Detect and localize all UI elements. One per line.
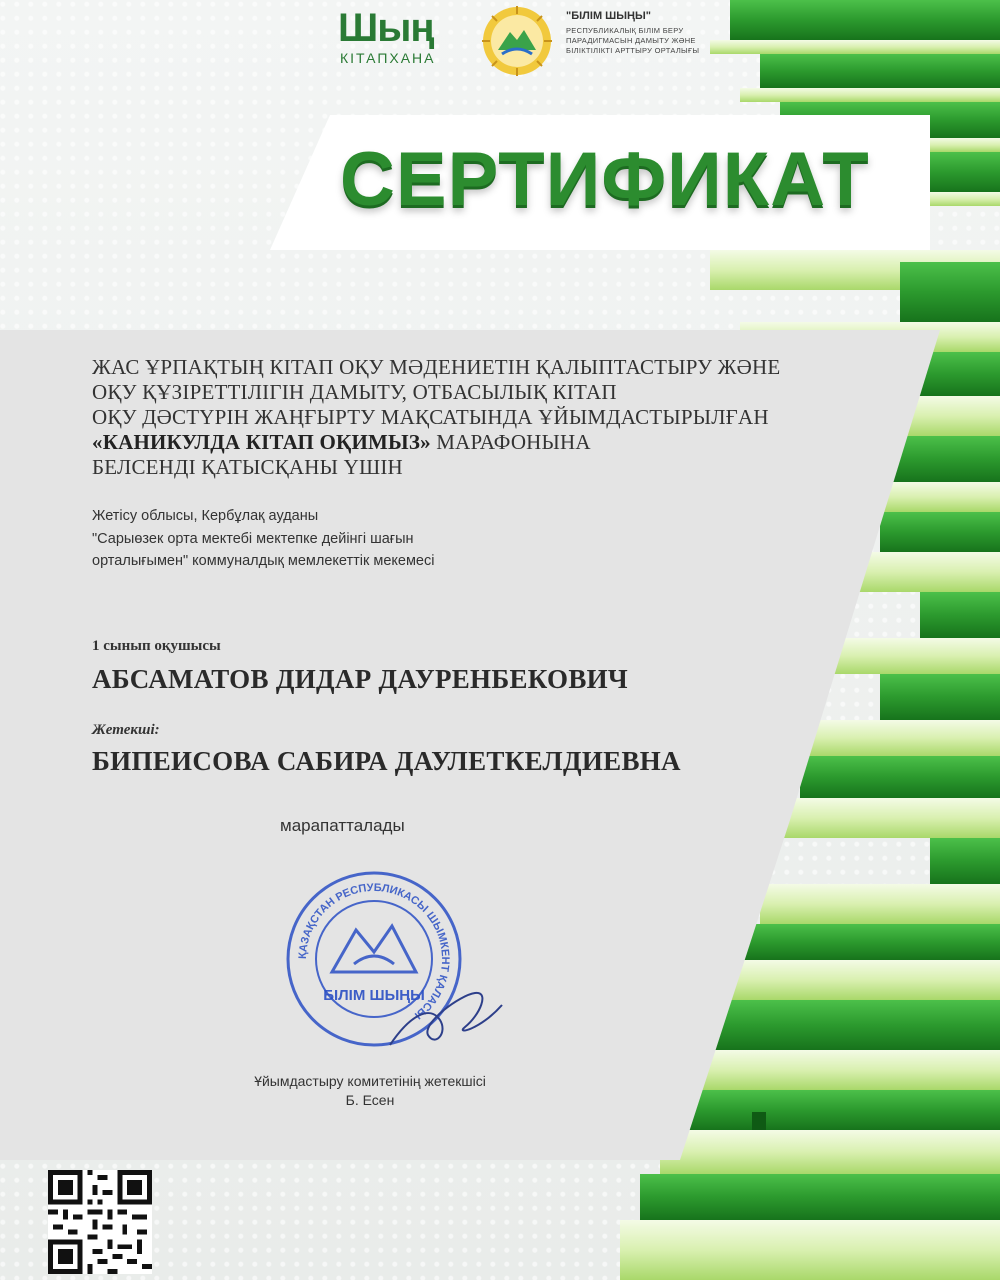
- stamp-center-text: БІЛІМ ШЫҢЫ: [323, 987, 425, 1004]
- purpose-line-rest: МАРАФОНЫНА: [430, 430, 591, 454]
- committee-role: Ұйымдастыру комитетінің жетекшісі: [254, 1073, 486, 1089]
- mentor-name: БИПЕИСОВА САБИРА ДАУЛЕТКЕЛДИЕВНА: [92, 746, 681, 776]
- purpose-line: БЕЛСЕНДІ ҚАТЫСҚАНЫ ҮШІН: [92, 455, 403, 479]
- student-name: АБСАМАТОВ ДИДАР ДАУРЕНБЕКОВИЧ: [92, 664, 629, 694]
- organization-info: [566, 10, 726, 56]
- library-logo-subtitle: КІТАПХАНА: [340, 50, 436, 66]
- awarded-text: марапатталады: [280, 816, 405, 835]
- purpose-line: [92, 430, 852, 455]
- school-info: [92, 505, 652, 573]
- qr-code[interactable]: [48, 1170, 152, 1274]
- school-line: "Сарыөзек орта мектебі мектепке дейінгі шағын: [92, 530, 414, 547]
- student-grade: 1 сынып оқушысы: [92, 638, 221, 654]
- org-desc-line: БІЛІКТІЛІКТІ АРТТЫРУ ОРТАЛЫҒЫ: [566, 46, 700, 55]
- purpose-line: ЖАС ҰРПАҚТЫҢ КІТАП ОҚУ МӘДЕНИЕТІН ҚАЛЫПТАСТЫРУ ЖӘНЕ: [92, 355, 781, 379]
- school-line: Жетісу облысы, Кербұлақ ауданы: [92, 508, 319, 524]
- award-purpose: [92, 355, 852, 480]
- purpose-line: ОҚУ ҚҰЗІРЕТТІЛІГІН ДАМЫТУ, ОТБАСЫЛЫҚ КІТАП: [92, 380, 617, 404]
- mentor-label: Жетекші:: [92, 722, 160, 738]
- org-desc-line: РЕСПУБЛИКАЛЫҚ БІЛІМ БЕРУ: [566, 26, 684, 35]
- certificate-title: СЕРТИФИКАТ: [340, 137, 870, 222]
- school-line: орталығымен" коммуналдық мемлекеттік мекемесі: [92, 553, 435, 569]
- org-desc-line: ПАРАДИГМАСЫН ДАМЫТУ ЖӘНЕ: [566, 36, 696, 45]
- purpose-line: ОҚУ ДӘСТҮРІН ЖАҢҒЫРТУ МАҚСАТЫНДА ҰЙЫМДАСТЫРЫЛҒАН: [92, 405, 769, 429]
- bilim-shyny-emblem-icon: [478, 4, 556, 78]
- organization-name: "БІЛІМ ШЫҢЫ": [566, 10, 651, 22]
- organization-description: [566, 26, 726, 56]
- marathon-name: «КАНИКУЛДА КІТАП ОҚИМЫЗ»: [92, 430, 431, 454]
- library-logo-word: Шың: [338, 6, 434, 50]
- shyn-library-logo: [338, 6, 448, 68]
- stamp-ring-text: ҚАЗАҚСТАН РЕСПУБЛИКАСЫ ШЫМКЕНТ ҚАЛАСЫ: [296, 881, 452, 1022]
- signature: [380, 975, 510, 1055]
- committee-signature-block: [190, 1072, 550, 1110]
- committee-head-name: Б. Есен: [345, 1092, 395, 1108]
